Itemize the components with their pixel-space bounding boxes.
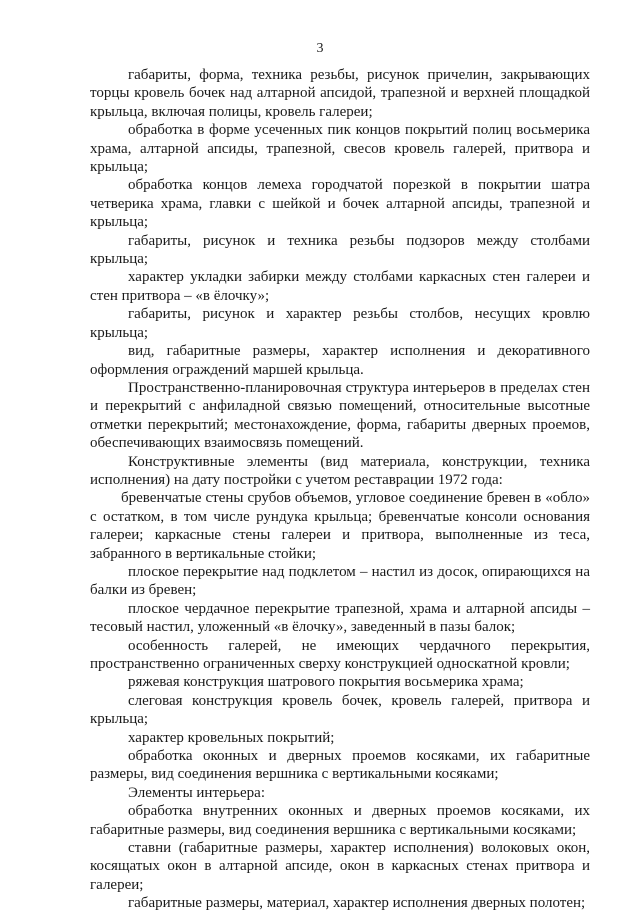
paragraph: габариты, рисунок и характер резьбы столбов, несущих кровлю крыльца; xyxy=(90,306,590,341)
paragraph: ставни (габаритные размеры, характер исполнения) волоковых окон, косящатых окон в алтарной апсиде, окон в каркасных стенах притвора и галереи; xyxy=(90,840,590,893)
page-number: 3 xyxy=(316,41,324,56)
paragraph: Элементы интерьера: xyxy=(128,784,265,801)
paragraph: Пространственно-планировочная структура интерьеров в пределах стен и перекрытий с анфиладной связью помещений, относительные высотные отметки перекрытий; местонахождение, форма, габариты дверных проемов, обеспечивающих взаимосвязь помещений. xyxy=(90,379,590,452)
document-body xyxy=(90,66,590,913)
paragraph: обработка в форме усеченных пик концов покрытий полиц восьмерика храма, алтарной апсиды, трапезной, свесов кровель галерей, притвора и крыльца; xyxy=(90,122,590,176)
paragraph: характер кровельных покрытий; xyxy=(128,729,335,746)
paragraph: особенность галерей, не имеющих чердачного перекрытия, пространственно ограниченных сверху конструкцией односкатной кровли; xyxy=(90,637,590,672)
paragraph: обработка концов лемеха городчатой порезкой в покрытии шатра четверика храма, главки с шейкой и бочек алтарной апсиды, трапезной и крыльца; xyxy=(90,177,590,231)
paragraph: Конструктивные элементы (вид материала, конструкции, техника исполнения) на дату постройки с учетом реставрации 1972 года: xyxy=(90,453,590,488)
paragraph: габариты, рисунок и техника резьбы подзоров между столбами крыльца; xyxy=(90,232,590,268)
paragraph: плоское чердачное перекрытие трапезной, храма и алтарной апсиды – тесовый настил, уложенный «в ёлочку», заведенный в пазы балок; xyxy=(90,600,590,636)
paragraph: вид, габаритные размеры, характер исполнения и декоративного оформления ограждений маршей крыльца. xyxy=(90,343,590,378)
paragraph: ряжевая конструкция шатрового покрытия восьмерика храма; xyxy=(128,674,524,691)
paragraph: плоское перекрытие над подклетом – настил из досок, опирающихся на балки из бревен; xyxy=(90,563,590,599)
paragraph: габаритные размеры, материал, характер исполнения дверных полотен; xyxy=(128,895,586,912)
paragraph: обработка внутренних оконных и дверных проемов косяками, их габаритные размеры, вид соединения вершника с вертикальными косяками; xyxy=(90,803,590,838)
paragraph: характер укладки забирки между столбами каркасных стен галереи и стен притвора – «в ёлочку»; xyxy=(90,269,590,304)
paragraph: бревенчатые стены срубов объемов, угловое соединение бревен в «обло» с остатком, в том числе рундука крыльца; бревенчатые консоли основания галереи; каркасные стены галереи и притвора, выполненные из теса, забранного в вертикальные стойки; xyxy=(90,490,590,562)
paragraph: габариты, форма, техника резьбы, рисунок причелин, закрывающих торцы кровель бочек над алтарной апсидой, трапезной и верхней площадкой крыльца, включая полицы, кровель галереи; xyxy=(90,67,590,120)
paragraph: обработка оконных и дверных проемов косяками, их габаритные размеры, вид соединения вершника с вертикальными косяками; xyxy=(90,748,590,783)
paragraph: слеговая конструкция кровель бочек, кровель галерей, притвора и крыльца; xyxy=(90,692,590,728)
